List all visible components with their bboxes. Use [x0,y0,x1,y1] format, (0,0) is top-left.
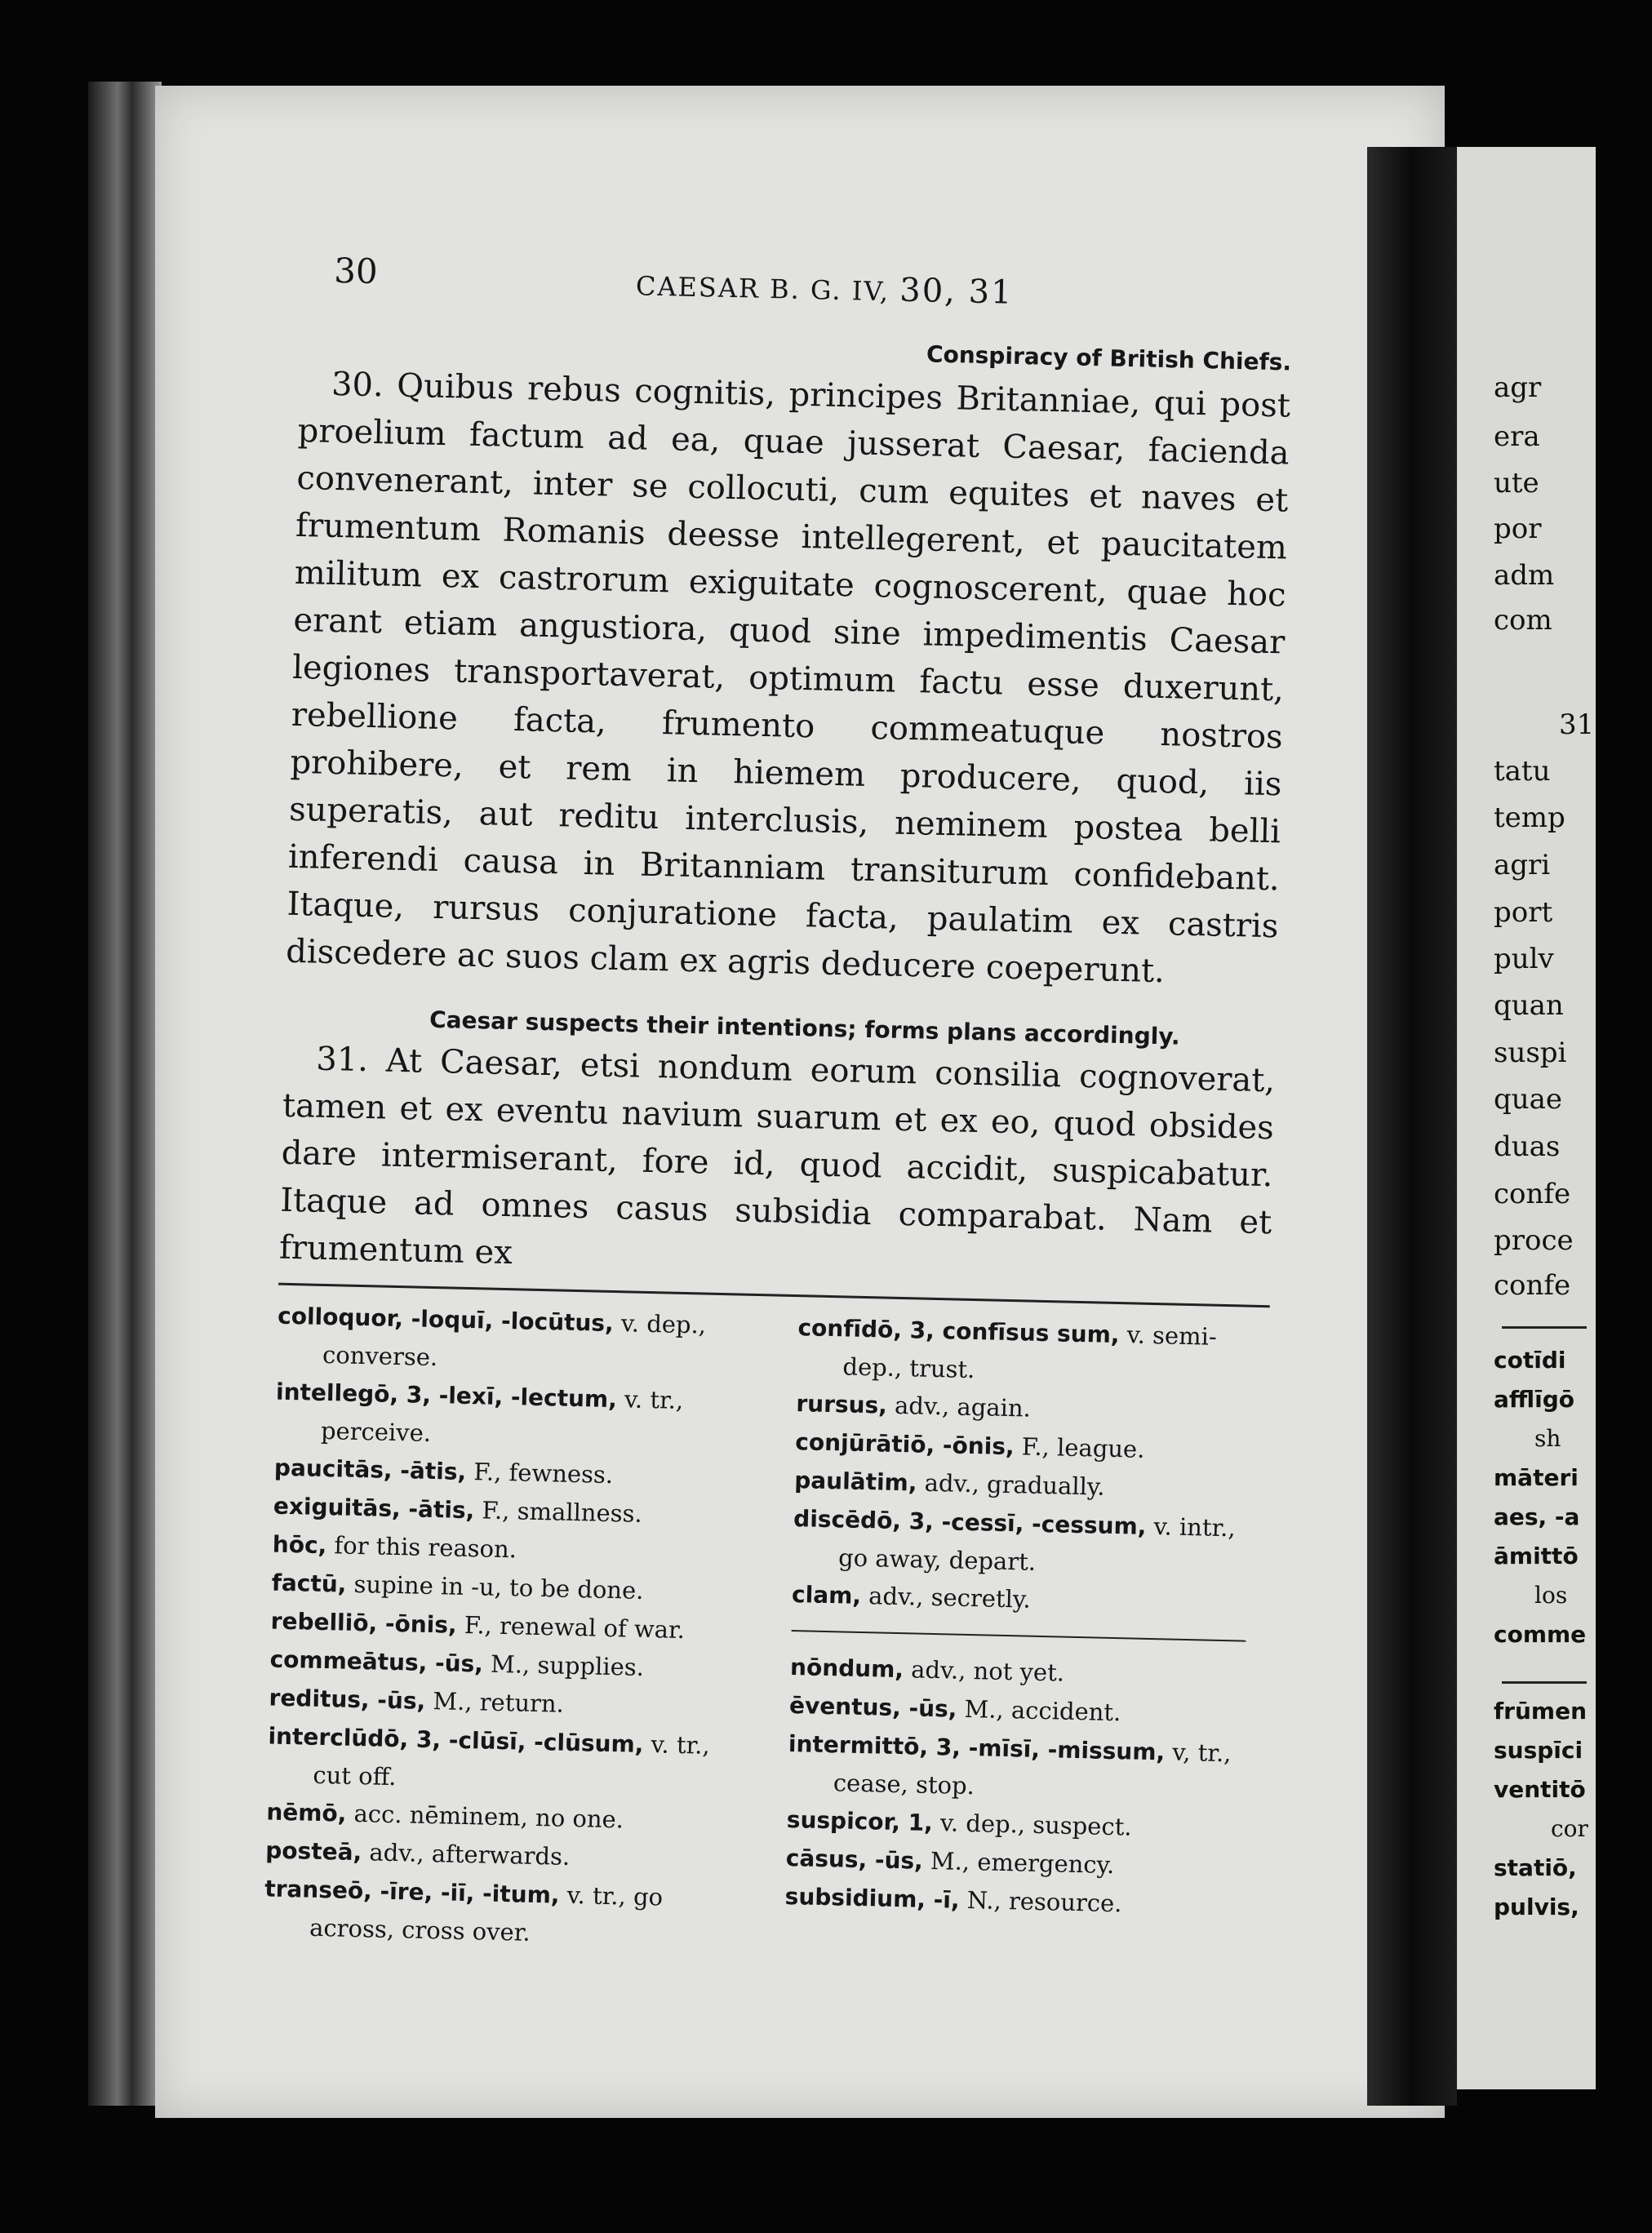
vocab-entry: nēmō, acc. nēminem, no one. [266,1798,624,1834]
vocab-entry: reditus, -ūs, M., return. [269,1684,565,1718]
vocab-entry: suspicor, 1, v. dep., suspect. [786,1805,1132,1841]
vocab-column-left [264,1297,774,1957]
fragment: cor [1551,1815,1588,1842]
page-content [264,245,1294,1968]
paragraph-31: 31. At Caesar, etsi nondum eorum consilia cognoverat, tamen et ex eventu navium suarum et ex eo, quod obsides dare intermiserant, fore id, quod accidit, suspicabatur. Itaque ad omnes casus subsidia comparabat. Nam et frumentum ex [278,1040,1276,1272]
vocab-entry: ēventus, -ūs, M., accident. [788,1692,1121,1727]
vocab-column-right [759,1307,1269,1968]
vocab-section-divider [791,1630,1246,1642]
vocab-entry: cāsus, -ūs, M., emergency. [785,1844,1115,1880]
fragment-rule [1502,1681,1587,1684]
vocab-entry: factū, supine in -u, to be done. [271,1569,644,1605]
section-heading-2: Caesar suspects their intentions; forms plans accordingly. [429,1006,1180,1050]
running-head-text: CAESAR B. G. IV, [635,270,890,308]
fragment: los [1534,1582,1568,1609]
vocab-entry: rebelliō, -ōnis, F., renewal of war. [270,1607,686,1645]
fragment: ute [1494,467,1539,499]
fragment: temp [1494,801,1565,834]
page-number: 30 [333,250,379,292]
fragment: cotīdi [1494,1347,1566,1374]
vocab-entry: subsidium, -ī, N., resource. [784,1882,1122,1918]
fragment: agri [1494,849,1551,881]
running-head-numbers: 30, 31 [899,271,1015,312]
fragment: quae [1494,1083,1563,1116]
fragment: suspi [1494,1037,1567,1069]
fragment: port [1494,896,1553,929]
fragment: āmittō [1494,1543,1579,1569]
book-edge [88,82,162,2106]
fragment: confe [1494,1178,1571,1210]
vocab-entry: confīdō, 3, confīsus sum, v. semi-dep., trust. [797,1314,1218,1384]
fragment: adm [1494,559,1555,592]
fragment: comme [1494,1621,1587,1648]
book-gutter [1367,147,1457,2106]
vocab-entry: discēdō, 3, -cessī, -cessum, v. intr., go away, depart. [793,1505,1237,1576]
fragment: afflīgō [1494,1386,1575,1413]
fragment: aes, -a [1494,1503,1580,1530]
vocab-entry: interclūdō, 3, -clūsī, -clūsum, v. tr., cut off. [268,1722,711,1791]
fragment: pulv [1494,943,1554,975]
fragment: tatu [1494,755,1551,788]
fragment: com [1494,604,1552,637]
vocab-entry: conjūrātiō, -ōnis, F., league. [795,1428,1145,1463]
vocab-entry: transeō, -īre, -iī, -itum, v. tr., go across, cross over. [264,1875,664,1947]
vocab-entry: colloquor, -loquī, -locūtus, v. dep., converse. [277,1302,707,1372]
fragment: proce [1494,1224,1574,1257]
fragment-rule [1502,1326,1587,1329]
section-heading-1: Conspiracy of British Chiefs. [926,340,1292,376]
fragment: duas [1494,1130,1561,1163]
fragment: quan [1494,989,1564,1022]
vocab-entry: clam, adv., secretly. [791,1581,1032,1614]
vocab-entry: exiguitās, -ātis, F., smallness. [273,1492,643,1528]
vocab-entry: intellegō, 3, -lexī, -lectum, v. tr., perceive. [275,1378,684,1447]
vocab-entry: nōndum, adv., not yet. [789,1654,1065,1687]
fragment: 31 [1559,708,1595,741]
fragment: confe [1494,1269,1571,1302]
vocab-entry: intermittō, 3, -mīsī, -missum, v, tr., cease, stop. [788,1729,1232,1800]
vocab-entry: rursus, adv., again. [796,1390,1032,1423]
fragment: statiō, [1494,1854,1577,1881]
running-head [635,265,1014,311]
fragment: pulvis, [1494,1893,1579,1920]
paragraph-30: 30. Quibus rebus cognitis, principes Britanniae, qui post proelium factum ad ea, quae jusserat Caesar, facienda convenerant, inter se collocuti, cum equites et naves et frumentum Romanis deesse intellegerent, et paucitatem militum ex castrorum exiguitate cognoscerent, quae hoc erant etiam angustiora, quod sine impedimentis Caesar legiones transportaverat, optimum factu esse duxerunt, rebellione facta, frumento commeatuque nostros prohibere, et rem in hiemem producere, quod, iis superatis, aut reditu interclusis, neminem postea belli inferendi causa in Britanniam transiturum confidebant. Itaque, rursus conjuratione facta, paulatim ex castris discedere ac suos clam ex agris deducere coeperunt. [285,365,1291,991]
fragment: sh [1534,1425,1561,1452]
fragment: suspīci [1494,1737,1583,1764]
fragment: māteri [1494,1464,1579,1491]
vocabulary [264,1297,1270,1968]
vocab-entry: paulātim, adv., gradually. [793,1467,1106,1501]
vocab-entry: posteā, adv., afterwards. [264,1836,571,1871]
vocab-entry: commeātus, -ūs, M., supplies. [269,1645,645,1681]
fragment: era [1494,420,1540,453]
fragment: agr [1494,371,1542,404]
fragment: ventitō [1494,1776,1586,1803]
fragment: por [1494,513,1542,545]
fragment: frūmen [1494,1698,1588,1725]
vocab-entry: paucitās, -ātis, F., fewness. [273,1454,614,1489]
vocab-entry: hōc, for this reason. [272,1530,517,1564]
